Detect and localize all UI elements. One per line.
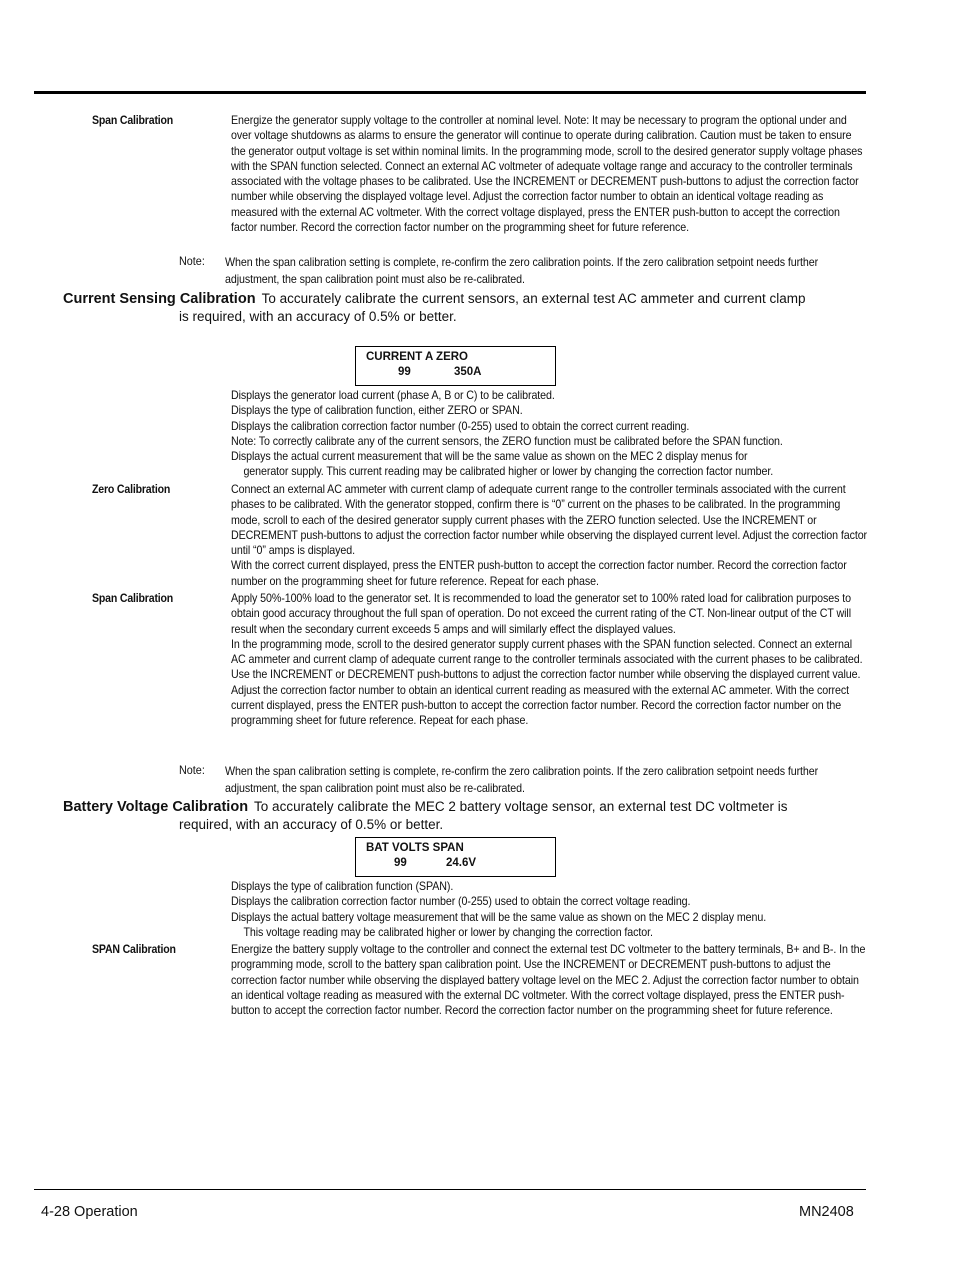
list-item: Displays the actual battery voltage measurement that will be the same value as shown on the MEC 2 display menu. bbox=[231, 909, 767, 924]
current-sensing-intro-cont: is required, with an accuracy of 0.5% or better. bbox=[179, 309, 457, 324]
battery-display-line1: BAT VOLTS SPAN bbox=[366, 842, 464, 854]
span-calibration-voltage-text: Energize the generator supply voltage to the controller at nominal level. Note: It may be necessary to program the optional under and over voltage shutdowns as alarms to ensure the generator will continue to operate during calibration. Caution must be taken to ensure the generator output voltage is set within nominal limits. In the programming mode, scroll to the desired generator supply voltage phases with the SPAN function selected. Connect an external AC voltmeter of adequate voltage range and accuracy to the controller terminals associated with the voltage phases to be calibrated. Use the INCREMENT or DECREMENT push-buttons to adjust the correction factor number while observing the displayed voltage level. Adjust the correction factor number to obtain an identical voltage reading as measured with the external AC voltmeter. With the correct voltage displayed, press the ENTER push-button to accept the correction factor number. Record the correction factor number on the programming sheet for future reference. bbox=[231, 113, 863, 235]
current-sensing-heading: Current Sensing Calibration bbox=[63, 291, 256, 307]
list-item: Displays the generator load current (phase A, B or C) to be calibrated. bbox=[231, 388, 555, 402]
list-item: Displays the type of calibration function (SPAN). bbox=[231, 879, 454, 893]
header-rule bbox=[34, 91, 866, 94]
list-item: Displays the actual current measurement that will be the same value as shown on the MEC 2 display menus for bbox=[231, 449, 748, 464]
current-sensing-section bbox=[63, 290, 873, 326]
current-display-value: 350A bbox=[454, 366, 482, 378]
list-item: Displays the calibration correction factor number (0-255) used to obtain the correct current reading. bbox=[231, 418, 690, 433]
note-label: Note: bbox=[179, 254, 205, 268]
span-calibration-label: Span Calibration bbox=[92, 113, 174, 127]
note-text: When the span calibration setting is complete, re-confirm the zero calibration points. If the zero calibration setpoint needs further adjustment, the span calibration point must also be re-calibrated. bbox=[225, 255, 819, 286]
zero-calibration-text: Connect an external AC ammeter with current clamp of adequate current range to the controller terminals associated with the current phases to be calibrated. With the generator stopped, confirm there is “0” current on the phases to be calibrated. In the programming mode, scroll to each of the desired generator supply current phases with the ZERO function selected. Use the INCREMENT or DECREMENT push-buttons to adjust the correction factor number while observing the displayed current level. Adjust the correction factor until “0” amps is displayed. With the correct current displayed, press the ENTER push-button to accept the correction factor number. Record the correction factor number on the programming sheet for future reference. Repeat for each phase. bbox=[231, 482, 868, 588]
battery-display-value: 24.6V bbox=[446, 857, 477, 869]
current-display-line1: CURRENT A ZERO bbox=[366, 351, 469, 363]
span-calibration-current-text: Apply 50%-100% load to the generator set. It is recommended to load the generator set to 100% rated load for calibration purposes to obtain good accuracy throughout the full span of operation. Do not exceed the current rating of the CT. Non-linear output of the CT will result when the secondary current exceeds 5 amps and will similarly effect the displayed values. In the programming mode, scroll to the desired generator supply current phases with the SPAN function selected. Connect an external AC ammeter and current clamp of adequate current range to the controller terminals associated with the current phases to be calibrated. Use the INCREMENT or DECREMENT push-buttons to adjust the correction factor number while observing the displayed current value. Adjust the correction factor number to obtain an identical current reading as measured with the external AC ammeter. With the correct current displayed, press the ENTER push-button to accept the correction factor number. Record the correction factor number on the programming sheet for future reference. Repeat for each phase. bbox=[231, 591, 863, 728]
battery-voltage-heading: Battery Voltage Calibration bbox=[63, 799, 249, 815]
battery-voltage-intro-cont: required, with an accuracy of 0.5% or better. bbox=[179, 817, 444, 832]
document-id: MN2408 bbox=[799, 1204, 854, 1220]
battery-voltage-intro: To accurately calibrate the MEC 2 battery voltage sensor, an external test DC voltmeter is bbox=[254, 799, 788, 814]
battery-display-box bbox=[355, 837, 556, 877]
zero-calibration-label: Zero Calibration bbox=[92, 482, 171, 496]
battery-description-list bbox=[231, 879, 867, 940]
battery-span-calibration-label: SPAN Calibration bbox=[92, 942, 176, 956]
list-item: Displays the type of calibration function, either ZERO or SPAN. bbox=[231, 403, 523, 418]
note-text-2: When the span calibration setting is complete, re-confirm the zero calibration points. If the zero calibration setpoint needs further adjustment, the span calibration point must also be re-calibrated. bbox=[225, 764, 819, 795]
battery-display-factor: 99 bbox=[394, 857, 407, 869]
page-number: 4-28 Operation bbox=[41, 1204, 138, 1220]
battery-span-calibration-text: Energize the battery supply voltage to the controller and connect the external test DC voltmeter to the battery terminals, B+ and B-. In the programming mode, scroll to the battery span calibration point. Use the INCREMENT or DECREMENT push-buttons to adjust the correction factor number while observing the displayed battery voltage level on the MEC 2. Adjust the correction factor number to obtain an identical voltage reading as measured with the external DC voltmeter. With the correct voltage displayed, press the ENTER push-button to accept the correction factor number. Record the correction factor number on the programming sheet for future reference. bbox=[231, 942, 866, 1018]
current-display-box bbox=[355, 346, 556, 386]
footer-rule bbox=[34, 1189, 866, 1190]
note-label-2: Note: bbox=[179, 763, 205, 777]
current-description-list bbox=[231, 388, 867, 480]
list-item: generator supply. This current reading may be calibrated higher or lower by changing the correction factor number. bbox=[243, 464, 774, 479]
span-calibration-current-label: Span Calibration bbox=[92, 591, 174, 605]
battery-voltage-section bbox=[63, 798, 873, 834]
current-sensing-intro: To accurately calibrate the current sensors, an external test AC ammeter and current clamp bbox=[261, 291, 806, 306]
list-item: Note: To correctly calibrate any of the current sensors, the ZERO function must be calibrated before the SPAN function. bbox=[231, 433, 783, 448]
list-item: This voltage reading may be calibrated higher or lower by changing the correction factor. bbox=[243, 924, 653, 939]
current-display-factor: 99 bbox=[398, 366, 411, 378]
list-item: Displays the calibration correction factor number (0-255) used to obtain the correct voltage reading. bbox=[231, 894, 691, 909]
